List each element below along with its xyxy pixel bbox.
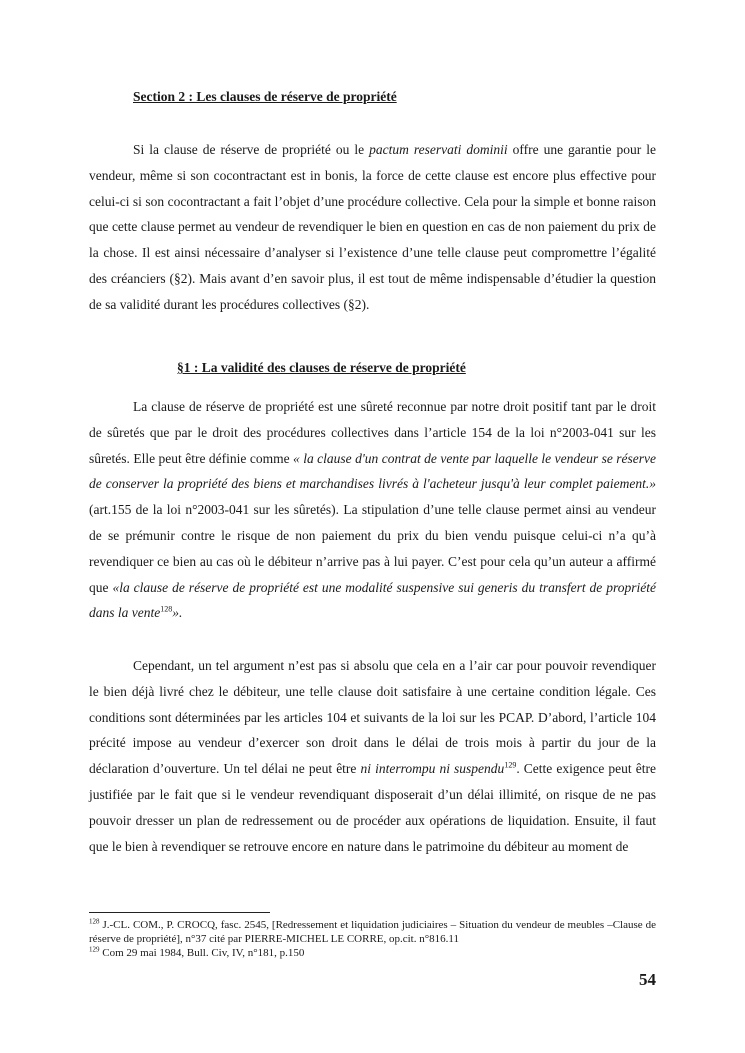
paragraph-text: . Cette exigence peut être justifiée par le fait que si le vendeur revendiquant disposerait d’un délai illimité, on risque de ne pas pouvoir dresser un plan de redressement ou de procéder aux opérations de liquidation. Ensuite, il faut que le bien à revendiquer se retrouve encore en nature dans le patrimoine du débiteur au moment de <box>89 761 656 854</box>
emphasis-text: ni interrompu ni suspendu <box>360 761 505 777</box>
section-heading: Section 2 : Les clauses de réserve de propriété <box>133 89 397 104</box>
paragraph-text: (art.155 de la loi n°2003-041 sur les sûretés). La stipulation d’une telle clause permet ainsi au vendeur de se prémunir contre le risque de non paiement du prix du bien vendu puisque celui-ci n’a qu’à revendiquer ce bien au cas où le débiteur n’arrive pas à lui payer. C’est pour cela qu’un auteur a affirmé que <box>89 502 656 595</box>
paragraph-text: La clause de réserve de propriété est une sûreté reconnue par notre droit positif tant par le droit de sûretés que par le droit des procédures collectives dans l’article 154 de la loi n°2003-041 sur les sûretés. Elle peut être définie comme <box>89 399 656 466</box>
paragraph-conditions <box>89 653 656 859</box>
paragraph-intro <box>89 137 656 318</box>
footnote-text: Com 29 mai 1984, Bull. Civ, IV, n°181, p.150 <box>99 947 305 959</box>
latin-term: pactum reservati dominii <box>369 142 508 157</box>
footnotes <box>89 918 656 960</box>
page-number: 54 <box>639 970 656 989</box>
legal-quote: « la clause d'un contrat de vente par laquelle le vendeur se réserve de conserver la propriété des biens et marchandises livrés à l'acheteur jusqu'à leur complet paiement.» <box>89 450 656 492</box>
paragraph-text: offre une garantie pour le vendeur, même si son cocontractant est in bonis, la force de cette clause est encore plus effective pour celui-ci si son cocontractant a fait l’objet d’une procédure collective. Cela pour la simple et bonne raison que cette clause permet au vendeur de revendiquer le bien en question en cas de non paiement du prix de la chose. Il est ainsi nécessaire d’analyser si l’existence d’une telle clause peut compromettre l’égalité des créanciers (§2). Mais avant d’en savoir plus, il est tout de même indispensable d’étudier la question de sa validité durant les procédures collectives (§2). <box>89 142 657 312</box>
paragraph-text: Cependant, un tel argument n’est pas si absolu que cela en a l’air car pour pouvoir revendiquer le bien déjà livré chez le débiteur, une telle clause doit satisfaire à une certaine condition légale. Ces conditions sont déterminées par les articles 104 et suivants de la loi sur les PCAP. D’abord, l’article 104 précité impose au vendeur d’exercer son droit dans le délai de trois mois à partir du jour de la déclaration d’ouverture. Un tel délai ne peut être <box>89 658 656 777</box>
footnote-ref[interactable]: 129 <box>504 760 517 770</box>
paragraph-text: Si la clause de réserve de propriété ou le <box>133 142 370 157</box>
footnote-item <box>89 946 656 960</box>
subsection-heading: §1 : La validité des clauses de réserve de propriété <box>177 360 466 375</box>
footnote-item <box>89 918 656 946</box>
quote-end: ». <box>172 605 183 621</box>
footnote-number: 129 <box>89 945 100 954</box>
footnote-number: 128 <box>89 917 100 926</box>
footnote-divider <box>89 912 270 913</box>
footnote-text: J.-CL. COM., P. CROCQ, fasc. 2545, [Redressement et liquidation judiciaires – Situation du vendeur de meubles –Clause de réserve de propriété], n°37 cité par PIERRE-MICHEL LE CORRE, op.cit. n°816.11 <box>89 919 656 945</box>
footnote-ref[interactable]: 128 <box>160 604 173 614</box>
author-quote: «la clause de réserve de propriété est une modalité suspensive sui generis du transfert de propriété dans la vente <box>89 579 656 621</box>
paragraph-definition <box>89 394 656 626</box>
